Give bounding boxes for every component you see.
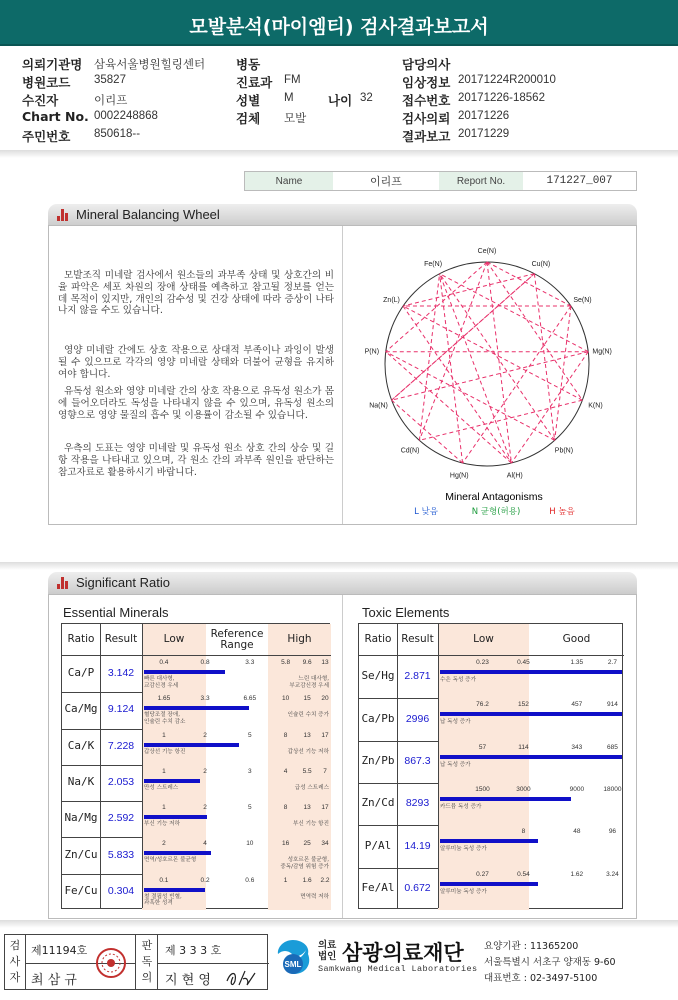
ratio-result: 9.124 [107,703,135,716]
toxic-elements-table [358,623,623,909]
wheel-node-label: K(N) [588,402,603,410]
tick-label: 0.4 [159,659,169,666]
tick-label: 2 [203,804,207,812]
divider [0,920,678,928]
tick-label: 1 [162,731,166,739]
info-row [22,73,662,91]
tick-label: 13 [321,659,329,666]
tick-label: 0.27 [476,870,489,878]
tick-label: 57 [478,743,487,751]
tick-label: 5.8 [281,659,291,666]
report-value: 171227_007 [546,175,613,187]
tick-label: 1 [162,804,166,812]
info-value: 20171224R200010 [458,74,556,86]
note-low: 수은 독성 증가 [440,677,476,683]
info-label: 진료과 [236,75,273,90]
antagonism-line [511,352,588,463]
name-report-box [244,171,637,191]
ratio-name: Na/K [67,775,95,788]
info-value: 20171226-18562 [458,92,545,104]
tick-labels [142,768,331,777]
patient-info [22,55,662,145]
result-bar [144,815,207,819]
tick-label: 7 [323,767,327,775]
info-label: 접수번호 [402,93,451,108]
tick-labels [438,744,624,753]
ratio-result: 2.871 [404,670,431,683]
ratio-name: Ca/P [67,666,95,680]
ratio-name: Se/Hg [361,669,395,683]
wheel-node-label: Fe(N) [424,261,443,269]
tick-label: 152 [518,701,529,709]
tick-label: 3 [248,767,252,775]
toxic-elements-title: Toxic Elements [362,605,450,620]
bar-chart-icon [57,209,71,221]
report-title: 모발분석(마이엠티) 검사결과보고서 [0,0,678,46]
tick-label: 2 [203,731,207,739]
tick-labels [438,786,624,795]
antagonism-line [440,274,512,463]
antagonism-line [392,274,535,400]
tick-label: 1 [283,876,288,884]
antagonism-line [487,262,571,306]
tick-label: 1 [162,767,166,775]
info-label: 임상정보 [402,75,451,90]
tick-label: 5 [248,731,252,739]
info-label: 병원코드 [22,75,71,90]
col-ratio-header: Ratio [62,624,100,656]
ratio-result: 2.592 [107,812,135,825]
tick-label: 20 [321,695,329,703]
note-low: 만성 스트레스 [144,784,179,791]
note-low: 철 결핍성 빈혈, 과혹한 성격 [144,893,182,907]
tick-label: 17 [321,804,329,812]
wheel-node-label: Hg(N) [449,472,469,480]
ratio-result: 0.672 [404,881,431,894]
tick-labels [438,828,624,837]
info-label: 성별 [236,93,261,108]
antagonism-line [487,262,582,400]
inspector-id: 제11194호 [31,944,88,957]
info-value: 이리프 [94,95,128,107]
tick-label: 0.2 [200,876,210,884]
result-bar [440,712,622,716]
ratio-name: Ca/Pb [361,711,395,725]
ratio-result: 5.833 [107,848,135,861]
verifier-name: 지 현 영 [165,973,211,988]
row-line [62,801,142,802]
result-bar [144,888,205,892]
info-value: 20171229 [458,128,510,140]
tick-label: 4 [203,840,207,848]
official-seal-image [93,939,129,987]
ratio-result: 867.3 [404,754,431,767]
tick-label: 16 [281,840,290,848]
result-bar [144,779,200,783]
tick-label: 3.3 [245,659,255,666]
row-line [62,692,142,693]
col-low-header: Low [142,624,206,656]
ratio-name: Na/Mg [64,811,98,825]
name-label: Name [245,172,333,190]
tick-label: 8 [283,804,288,812]
info-label: 검체 [236,111,261,126]
tick-label: 3.3 [200,695,210,703]
org-prefix-1: 의료 [318,940,337,951]
tick-label: 76.2 [476,701,489,709]
info-label: 담당의사 [402,57,451,72]
info-value: FM [284,74,301,86]
ratio-result: 2.053 [107,776,135,788]
tick-labels [142,732,331,741]
tick-label: 10 [281,695,290,703]
ratio-name: Ca/K [67,738,95,752]
note-low: 빠른 대사형, 교감신경 우세 [144,676,179,689]
info-row [22,109,662,127]
tick-label: 3.24 [606,870,619,878]
result-bar [144,743,239,747]
description-paragraph: 우측의 도표는 영양 미네랄 및 유독성 원소 상호 간의 상승 및 길항 작용을 나타내고 있으며, 각 원소 간의 과부족 원인을 판단하는 참고자료로 활용하시기 바랍니다. [58,443,334,478]
svg-text:SML: SML [284,960,302,969]
note-high: 느린 대사형, 부교감신경 우세 [289,676,329,689]
result-bar [440,839,538,843]
info-row [22,55,662,73]
col-good-header: Good [529,624,624,656]
essential-minerals-table [61,623,330,909]
wheel-node-label: Pb(N) [554,447,574,455]
col-ref-header: Reference Range [206,624,268,656]
wheel-title: Mineral Antagonisms [445,491,543,503]
report-label: Report No. [439,172,523,190]
note-high: 면역력 저하 [300,893,329,900]
row-line [62,729,142,730]
divider [0,150,678,158]
ratio-name: Zn/Cu [64,847,98,861]
tick-label: 114 [518,743,529,751]
legend-item: H 높음 [549,507,575,517]
note-low: 갑상선 기능 항진 [144,748,186,755]
tick-labels [438,659,624,668]
tick-labels [438,701,624,710]
tick-label: 17 [321,731,329,739]
result-bar [144,706,249,710]
wheel-node-label: Na(N) [369,402,388,410]
tick-label: 0.45 [517,659,530,666]
info-row [22,127,662,145]
wheel-node-label: Cd(N) [400,447,420,455]
tick-label: 18000 [603,786,622,793]
note-high: 급성 스트레스 [294,784,329,791]
col-high-header: High [268,624,331,656]
tick-label: 1.62 [570,870,584,878]
wheel-node-label: Ce(N) [477,248,497,255]
verifier-label: 판 독 의 [141,939,153,984]
row-line [62,837,142,838]
tick-label: 25 [303,840,311,848]
essential-minerals-title: Essential Minerals [63,605,169,620]
description-paragraph: 모발조직 미네랄 검사에서 원소들의 과부족 상태 및 상호간의 비율 파악은 세포 차원의 장애 상태를 예측하고 참고될 정보를 얻는데 목적이 있지만, 개인의 감수성 및 건강 상태에 따라 증상이 나타나지 않을 수도 있습니다. [58,270,334,317]
ratio-name: Ca/Mg [64,702,98,716]
tick-labels [142,659,331,668]
result-bar [144,851,211,855]
row-line [359,825,438,826]
ratio-section-title: Significant Ratio [76,575,170,590]
org-prefix-2: 법인 [318,951,337,962]
tick-label: 9000 [569,786,585,793]
note-low: 납 독성 증가 [440,761,471,768]
tick-label: 685 [607,743,618,751]
note-high: 갑상선 기능 저하 [287,748,329,755]
ratio-name: Zn/Pb [361,753,395,767]
ratio-result: 0.304 [107,884,135,897]
info-label: 결과보고 [402,129,451,144]
mineral-antagonism-wheel [344,240,634,518]
org-english-name: Samkwang Medical Laboratories [318,964,478,974]
tick-label: 15 [303,695,311,703]
info-value: 20171226 [458,110,510,122]
info-value: 850618-- [94,128,141,140]
tick-labels [142,840,331,849]
info-value: 모발 [284,113,307,125]
tick-label: 1.35 [570,659,584,666]
info-value: 0002248868 [94,110,158,122]
panel-divider [342,595,343,918]
antagonism-line [392,352,589,400]
inspector-name: 최 삼 규 [31,973,77,988]
info-row [22,91,662,109]
tick-label: 8 [283,731,288,739]
note-low: 알루미늄 독성 증가 [440,888,487,895]
sml-logo-image [270,936,316,982]
bar-chart-icon [57,577,71,589]
result-bar [440,797,571,801]
description-paragraph: 영양 미네랄 간에도 상호 작용으로 상대적 부족이나 과잉이 발생될 수 있으므로 각각의 영양 미네랄 상태와 더불어 균형을 유지하여야 합니다. [58,345,334,380]
row-line [62,765,142,766]
wheel-node-label: Se(N) [573,297,592,305]
org-phone: 대표번호 : 02-3497-5100 [484,973,598,984]
note-low: 카드뮴 독성 증가 [440,804,482,810]
divider [0,562,678,570]
row-line [359,868,438,869]
tick-labels [438,871,624,880]
tick-label: 3000 [516,786,531,793]
tick-label: 96 [608,828,617,836]
wheel-section-title: Mineral Balancing Wheel [76,207,220,222]
info-label: 의뢰기관명 [22,57,83,72]
col-low-header: Low [438,624,529,656]
info-label: 검사의뢰 [402,111,451,126]
panel-divider [342,226,343,524]
verifier-id: 제 3 3 3 호 [165,944,222,957]
note-high: 부신 기능 항진 [293,821,329,828]
note-high: 성호르몬 불균형, 중독/감염 위험 증가 [280,857,329,870]
result-bar [440,670,622,674]
ratio-result: 8293 [405,797,430,810]
result-bar [440,755,622,759]
row-line [359,741,438,742]
ratio-name: P/Al [364,838,392,852]
result-bar [144,670,225,674]
ratio-result: 7.228 [107,739,135,752]
inspector-label: 검 사 자 [9,939,21,984]
age-value: 32 [360,92,373,104]
org-address: 서울특별시 서초구 양재동 9-60 [484,957,616,968]
ratio-result: 14.19 [404,839,431,852]
tick-label: 0.23 [476,659,489,666]
tick-label: 6.65 [243,695,257,703]
tick-label: 457 [571,701,583,709]
name-value: 이리프 [370,175,402,188]
tick-label: 2.7 [607,659,617,666]
row-line [359,698,438,699]
tick-label: 0.8 [200,659,210,666]
ratio-name: Zn/Cd [361,796,395,810]
tick-labels [142,804,331,813]
tick-label: 2 [203,767,207,775]
info-label: Chart No. [22,109,89,124]
note-high: 인슐린 수치 증가 [287,712,329,719]
note-low: 부신 기능 저하 [144,821,180,828]
handwritten-signature [223,967,259,989]
antagonism-line [386,352,555,441]
tick-label: 2.2 [320,876,330,884]
info-value: M [284,92,294,104]
tick-label: 5 [248,804,252,812]
tick-label: 13 [303,731,311,739]
result-bar [440,882,538,886]
tick-labels [142,695,331,704]
tick-label: 13 [303,804,311,812]
tick-label: 914 [607,701,618,709]
tick-label: 5.5 [302,767,312,775]
wheel-node-label: Al(H) [506,472,523,480]
tick-label: 48 [573,828,581,836]
wheel-circle [385,262,592,466]
wheel-node-label: Cu(N) [531,261,551,269]
legend-item: L 낮음 [414,507,438,517]
info-value: 삼육서울병원힐링센터 [94,59,206,71]
tick-label: 34 [321,840,329,848]
note-low: 면역/성호르몬 불균형 [144,857,197,864]
note-low: 알루미늄 독성 증가 [440,846,487,853]
tick-labels [142,877,331,886]
ratio-name: Fe/Cu [64,883,98,897]
note-low: 납 독성 증가 [440,719,471,726]
info-value: 35827 [94,74,126,86]
wheel-section-header [48,204,637,226]
info-label: 수진자 [22,93,59,108]
note-low: 혈당조절 장애, 인슐린 수치 감소 [144,712,186,725]
tick-label: 10 [246,840,254,848]
antagonism-line [419,262,487,440]
tick-label: 9.6 [302,659,312,666]
wheel-node-label: Mg(N) [592,348,612,356]
antagonism-line [419,274,439,441]
wheel-node-label: Zn(L) [383,297,400,305]
tick-label: 1500 [475,786,490,793]
col-result-header: Result [397,624,438,656]
info-label: 주민번호 [22,129,71,144]
ratio-section-header [48,572,637,594]
legend-item: N 균형(허용) [471,507,521,517]
description-paragraph: 유독성 원소와 영양 미네랄 간의 상호 작용으로 유독성 원소가 몸에 들어오더라도 독성을 나타내지 않을 수 있으며, 유독성 원소의 영향으로 영양 물질의 흡수 및 이용률이 감소될 수 있습니다. [58,386,334,421]
tick-label: 4 [283,767,288,775]
tick-label: 2 [162,840,166,848]
tick-label: 0.6 [245,876,255,884]
row-line [62,874,142,875]
ratio-name: Fe/Al [361,880,395,894]
tick-label: 8 [521,828,526,836]
col-result-header: Result [100,624,142,656]
col-ratio-header: Ratio [359,624,397,656]
tick-label: 1.65 [157,695,171,703]
age-label: 나이 [328,93,353,108]
org-name: 삼광의료재단 [342,941,464,965]
tick-label: 343 [571,743,583,751]
info-label: 병동 [236,57,261,72]
ratio-result: 3.142 [107,667,135,680]
tick-label: 1.6 [302,876,312,884]
org-code: 요양기관 : 11365200 [484,941,579,952]
signature-stamp [4,934,268,990]
row-line [359,783,438,784]
ratio-result: 2996 [405,712,430,725]
tick-label: 0.54 [517,870,530,878]
tick-label: 0.1 [159,876,169,884]
wheel-node-label: P(N) [364,348,380,356]
